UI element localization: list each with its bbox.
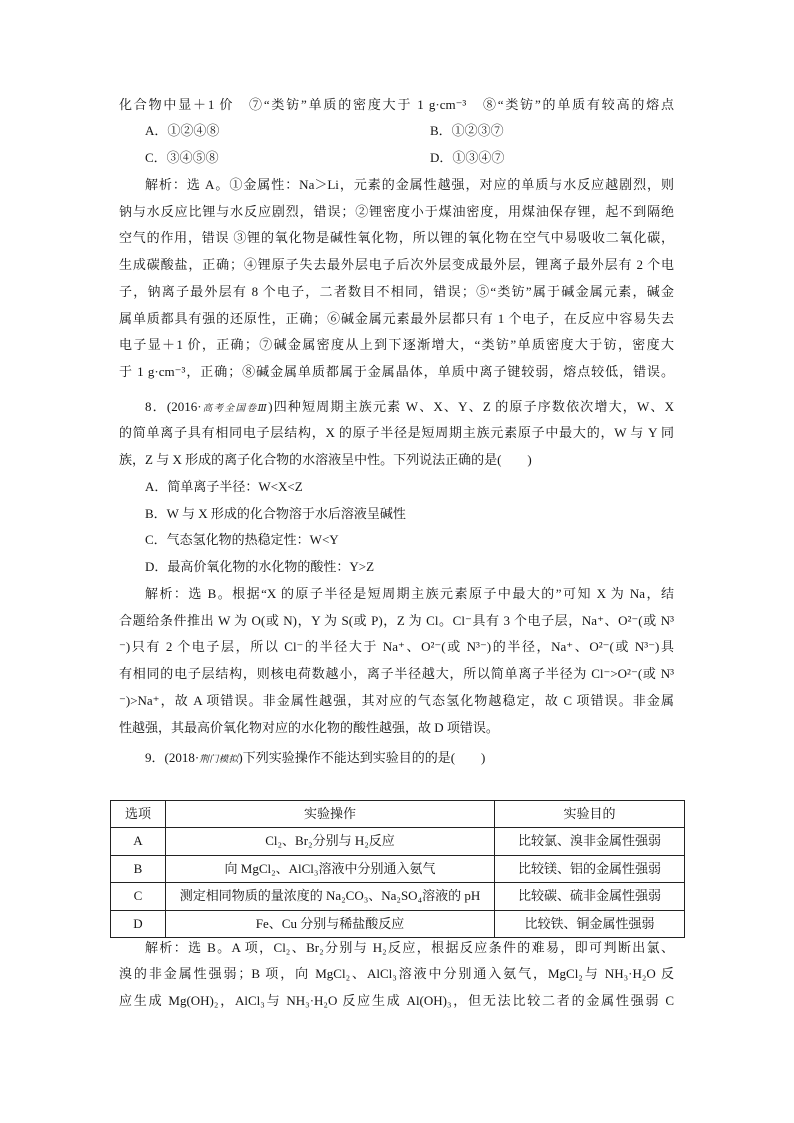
cell-option: D [111,910,166,937]
question-8-stem-line: 的简单离子具有相同电子层结构，X 的原子半径是短周期主族元素原子中最大的，W 与 Y 同 [119,425,674,441]
question-7-options-row-2 [119,145,674,172]
option-a: A．简单离子半径：W<X<Z [145,478,303,494]
option-d: D．最高价氧化物的水化物的酸性：Y>Z [145,559,375,575]
cell-purpose: 比较镁、铝的金属性强弱 [495,855,685,882]
analysis-line: 于 1 g·cm⁻³，正确；⑧碱金属单质都属于金属晶体，单质中离子键较弱，熔点较低，错误。 [119,364,674,380]
question-8 [119,394,674,742]
cell-option: B [111,855,166,882]
analysis-line: 溴的非金属性强弱；B 项，向 MgCl₂、AlCl₃溶液中分别通入氨气，MgCl₂与 NH₃·H₂O 反 [119,966,674,982]
table-row [111,828,685,855]
analysis-line: 生成碳酸盐，正确；④锂原子失去最外层电子后次外层变成最外层，锂离子最外层有 2 个电 [119,257,674,273]
analysis-line: 解析：选 B。根据“X 的原子半径是短周期主族元素原子中最大的”可知 X 为 Na，结 [145,585,674,601]
question-7-stem-tail: 化合物中显＋1 价 ⑦“类钫”单质的密度大于 1 g·cm⁻³ ⑧“类钫”的单质有较高的熔点 [119,96,674,112]
header-option: 选项 [111,801,166,828]
header-operation: 实验操作 [166,801,495,828]
option-c: C．③④⑤⑧ [145,150,219,166]
question-stem-text: )四种短周期主族元素 W、X、Y、Z 的原子序数依次增大，W、X [268,398,674,414]
cell-purpose: 比较氯、溴非金属性强弱 [495,828,685,855]
analysis-line: 电子显＋1 价，正确；⑦碱金属密度从上到下逐渐增大，“类钫”单质密度大于钫，密度大 [119,337,674,353]
cell-operation: 测定相同物质的量浓度的 Na₂CO₃、Na₂SO₄溶液的 pH [166,883,495,910]
option-b: B．W 与 X 形成的化合物溶于水后溶液呈碱性 [145,505,406,521]
question-9 [119,745,674,772]
question-stem-text: )下列实验操作不能达到实验目的的是( ) [238,749,486,765]
option-b: B．①②③⑦ [430,123,504,139]
analysis-line: 钠与水反应比锂与水反应剧烈，错误；②锂密度小于煤油密度，用煤油保存锂，起不到隔绝 [119,203,674,219]
cell-operation: Fe、Cu 分别与稀盐酸反应 [166,910,495,937]
cell-purpose: 比较碳、硫非金属性强弱 [495,883,685,910]
question-7-continued [119,92,674,386]
option-a: A．①②④⑧ [145,123,220,139]
analysis-line: ⁻)只有 2 个电子层，所以 Cl⁻的半径大于 Na⁺、O²⁻(或 N³⁻)的半径，Na⁺、O²⁻(或 N³⁻)具 [119,639,674,655]
question-8-stem-line [119,394,674,421]
question-source: 荆门模拟 [199,754,239,765]
analysis-line: 有相同的电子层结构，则核电荷数越小，离子半径越大，所以简单离子半径为 Cl⁻>O²⁻(或 N³ [119,666,674,682]
analysis-line: 解析：选 B。A 项，Cl₂、Br₂分别与 H₂反应，根据反应条件的难易，即可判断出氯、 [145,939,674,955]
cell-operation: 向 MgCl₂、AlCl₃溶液中分别通入氨气 [166,855,495,882]
analysis-line: 应生成 Mg(OH)₂，AlCl₃与 NH₃·H₂O 反应生成 Al(OH)₃，但无法比较二者的金属性强弱 C [119,993,674,1009]
question-7-options-row-1 [119,118,674,145]
option-d: D．①③④⑦ [430,150,505,166]
cell-operation: Cl₂、Br₂分别与 H₂反应 [166,828,495,855]
cell-option: C [111,883,166,910]
analysis-line: 子，钠离子最外层有 8 个电子，二者数目不相同，错误；⑤“类钫”属于碱金属元素，碱金 [119,283,674,299]
table-header-row [111,801,685,828]
question-number: 8． [145,398,167,414]
header-purpose: 实验目的 [495,801,685,828]
question-number: 9． [145,749,165,765]
cell-option: A [111,828,166,855]
cell-purpose: 比较铁、铜金属性强弱 [495,910,685,937]
question-8-stem-line: 族，Z 与 X 形成的离子化合物的水溶液呈中性。下列说法正确的是( ) [119,452,532,468]
analysis-line: 解析：选 A。①金属性：Na＞Li，元素的金属性越强，对应的单质与水反应越剧烈，则 [145,176,674,192]
analysis-line: 属单质都具有强的还原性，正确；⑥碱金属元素最外层都只有 1 个电子，在反应中容易失去 [119,310,674,326]
experiment-table [110,800,685,938]
option-c: C．气态氢化物的热稳定性：W<Y [145,532,339,548]
analysis-line: 空气的作用，错误 ③锂的氧化物是碱性氧化物，所以锂的氧化物在空气中易吸收二氧化碳， [119,230,674,246]
analysis-line: 合题给条件推出 W 为 O(或 N)，Y 为 S(或 P)，Z 为 Cl。Cl⁻具有 3 个电子层，Na⁺、O²⁻(或 N³ [119,612,674,628]
question-9-analysis [119,935,674,1015]
question-source-open: (2016· [166,398,202,414]
analysis-line: 性越强，其最高价氧化物对应的水化物的酸性越强，故 D 项错误。 [119,719,499,735]
table-row [111,910,685,937]
table-row [111,855,685,882]
question-9-stem-line [119,745,674,772]
analysis-line: ⁻)>Na⁺，故 A 项错误。非金属性越强，其对应的气态氢化物越稳定，故 C 项错误。非金属 [119,692,674,708]
question-source: 高考全国卷Ⅲ [201,403,269,414]
table-row [111,883,685,910]
question-source-open: (2018· [164,749,200,765]
